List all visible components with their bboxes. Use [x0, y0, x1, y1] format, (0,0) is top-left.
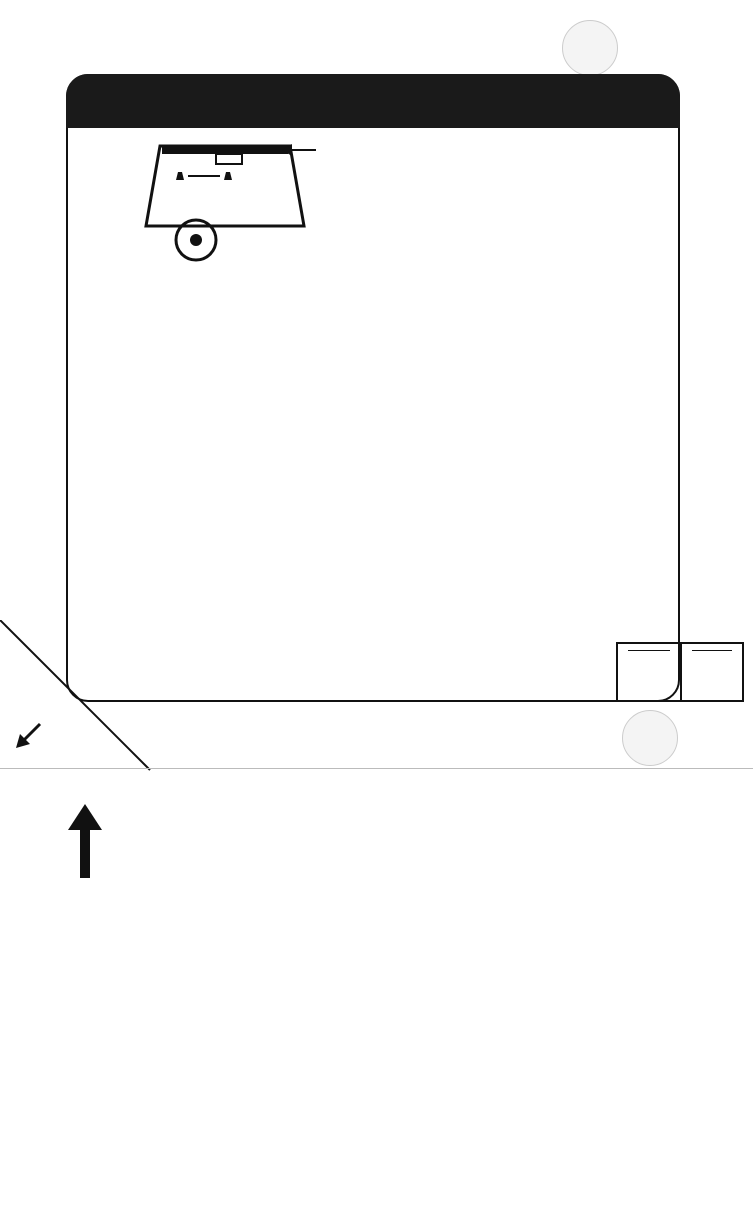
punched-hole-bottom [622, 710, 678, 766]
arrow-up-icon [68, 804, 102, 878]
peel-corner-fold [0, 620, 160, 780]
tear-line [0, 768, 753, 769]
dez-2-number [692, 650, 732, 651]
dez-1-number [628, 650, 670, 651]
dez-box-2 [680, 642, 744, 702]
barcode [158, 1092, 588, 1202]
banner-title [66, 74, 680, 128]
arrow-left-icon [282, 142, 318, 158]
dez-box-1 [616, 642, 680, 702]
punched-hole-top [562, 20, 618, 76]
